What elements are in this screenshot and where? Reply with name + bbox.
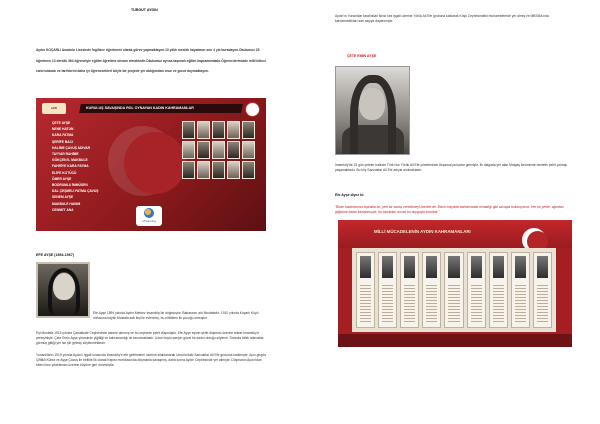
page-title: TURGUT AYDIN [131, 8, 158, 12]
hero-frame [422, 252, 441, 328]
bio-paragraph-3: Yunanlıların 1919 yılında Aydın'ı işgali sırasında İmamköy'e efe gelirlmeleri üzerine silahlanarak Umurlu'daki Sancaktar Ali Efe grubuna katılmıştır. Aynı grupta Çiftlikli Kübra ve Ayşe Çavuş ile birlikte ilk olarak Kepez mıntıkasında düşmanla savaşmış, daha sonra Aydın Cephesinde yer almıştır. Düşmanın Aydın'dan birinci kez çıkarılması üzerine köyüne geri dönmüştür. [36, 353, 266, 368]
portrait-photo [212, 161, 225, 179]
heroine-name: TAYYAR RAHİME [52, 152, 79, 157]
portrait-photo [182, 121, 195, 139]
quote-text: "Bizim kadınlarımız toprakla bir, yeni bir savaş verebilmeyi isteriler de. Bizim mayıklar kahramanlar olmadığı gibi savaşta bulunuyoruz. Her bir yerde, ağızdan göğsüne kadar kanlanmıştık; bu toprakları ancak bu duyguyla koruduk." [335, 205, 564, 215]
board-frames [352, 248, 556, 332]
hero-frame [444, 252, 463, 328]
etwinning-logo: eTwinning [136, 206, 162, 226]
heroines-banner [36, 98, 266, 231]
cete-emin-ayse-photo [335, 66, 410, 155]
right-intro-paragraph: Aydın'ın Yunanlılar tarafından ikinci kez işgali üzerine Yörük Ali Efe grubuna katılarak Köşk Cephesindeki muharebelerde yer almış ve MBSMA'nda kahramanlıkları sarı sayıya dayanmıştır. [335, 14, 549, 24]
heroine-names-list [52, 120, 132, 213]
portrait-headscarf [48, 268, 80, 315]
heroine-name: SENEM AYŞE [52, 195, 74, 200]
portrait-photo [212, 141, 225, 159]
portrait-photo [227, 141, 240, 159]
heroine-name: NENE HATUN [52, 127, 74, 132]
heroine-name: MAKBULE HANIM [52, 201, 81, 206]
heroine-name: ÖMER AYŞE [52, 176, 72, 181]
portrait-photo [197, 141, 210, 159]
school-logo: eDD [42, 103, 66, 114]
hero-frame [467, 252, 486, 328]
efe-ayse-photo [36, 262, 90, 318]
portrait-photo [197, 121, 210, 139]
portrait-photo [242, 121, 255, 139]
heroes-board-photo [338, 220, 572, 347]
banner-title: KURULUŞ SAVAŞINDA ROL OYNAYAN KADIN KAHRAMANLAR [86, 106, 194, 110]
photo-caption: ÇETE EMİN AYŞE [347, 54, 377, 58]
heroine-name: ÇETE AYŞE [52, 121, 71, 125]
heroine-photo-grid [182, 121, 255, 179]
board-floor [338, 334, 572, 347]
heroine-name: ŞERİFE BACI [52, 139, 73, 144]
heroine-name: BODRUMLU İMMÜSEN [52, 183, 88, 188]
portrait-photo [182, 141, 195, 159]
hero-frame [511, 252, 530, 328]
portrait-photo [242, 161, 255, 179]
heroine-name: HALİME ÇAVUŞ ADIVAR [52, 145, 91, 150]
intro-paragraph: Aydın KOÇARLI Anadolu Lisesinde İngilizce öğretmeni olarak görev yapmaktayım.13 yıllık meslek hayatımın son 4 yılı buradayım.Okulumuz 25 öğretmen 13 derslik 364 öğrenciyle eğitim öğretime devam etmektedir.Okulumuz ayrıca taşımalı eğitim kapsamındadır.Öğrencilerimizde milli bilinci canlı tutacak ve tarihlerini daha iyi öğreneceklerl böyle bir projede yer aldığımdan onur ve gurur duymaktayım. [36, 48, 266, 74]
heroine-name: ELİFE KOTÜCÜ [52, 170, 77, 175]
emblem-icon [245, 102, 260, 117]
heroine-name: DAL ÇEŞMELİ FATMA ÇAVUŞ [52, 189, 99, 194]
hero-frame [356, 252, 375, 328]
hero-frame [489, 252, 508, 328]
portrait-photo [197, 161, 210, 179]
efe-ayse-heading: EFE AYŞE (1894-1967) [36, 253, 74, 257]
bio-paragraph-1: Efe Ayşe 1894 yılında Aydın Merkez İmamköy'de doğmuştur. Babasının adı Mustafadır. 1910 yılında Koçarlı Köyü nüfusuna kayıtlı Mustafa adlı kişi ile evlenmiş, bu evlilikten iki çocuğu olmuştur. [93, 311, 259, 321]
portrait-headscarf [350, 75, 396, 155]
hero-frame [378, 252, 397, 328]
portrait-photo [182, 161, 195, 179]
board-title: MİLLİ MÜCADELENİN AYDIN KAHRAMANLARI [374, 229, 471, 234]
portrait-photo [212, 121, 225, 139]
portrait-photo [227, 161, 240, 179]
hero-frame [533, 252, 552, 328]
heroine-name: FAHRİYE KARA FATMA [52, 164, 89, 169]
heroine-name: GÖKÇEN İL MAKBULE [52, 158, 88, 163]
quote-heading: Efe Ayşe diyor ki: [335, 193, 365, 197]
heroine-name: CENNET ANA [52, 207, 74, 212]
heroine-name: KARA FATMA [52, 133, 74, 138]
portrait-photo [227, 121, 240, 139]
bio-paragraph-2: Eşi Mustafa 1915 yılında Çanakkale Cephesinde askere alınmış ve bu cephede şehit düşmüştür. Efe Ayşe eşinin şehit düşmesi üzerine tekrar İmamköy'e yerleşmiştir. Çete Emin Ayşe yöresinde yiğitliği ve kahramanlığı ile tanınmaktadır. Uzun boylu sarışın güzel bir kadın olduğu söylenir. Sırtında tüfek takmakta görmüş gittiği yer ise şiir gelmiş söylenmektedir. [36, 331, 264, 346]
hero-frame [400, 252, 419, 328]
portrait-photo [242, 141, 255, 159]
right-paragraph-1: İmamköy'de 23 gün çeteler halinde Türk Nur Yörük Ali Efe yönetiminde Akçaova'ya kadar gelmiştir. İlk dalgada yer alan Matgaş kesiminde devletin şehit yoldaşı yaşamaktadır. Bu köy Sancaktar Ali Efe adıyla anılmaktadır. [335, 163, 568, 173]
